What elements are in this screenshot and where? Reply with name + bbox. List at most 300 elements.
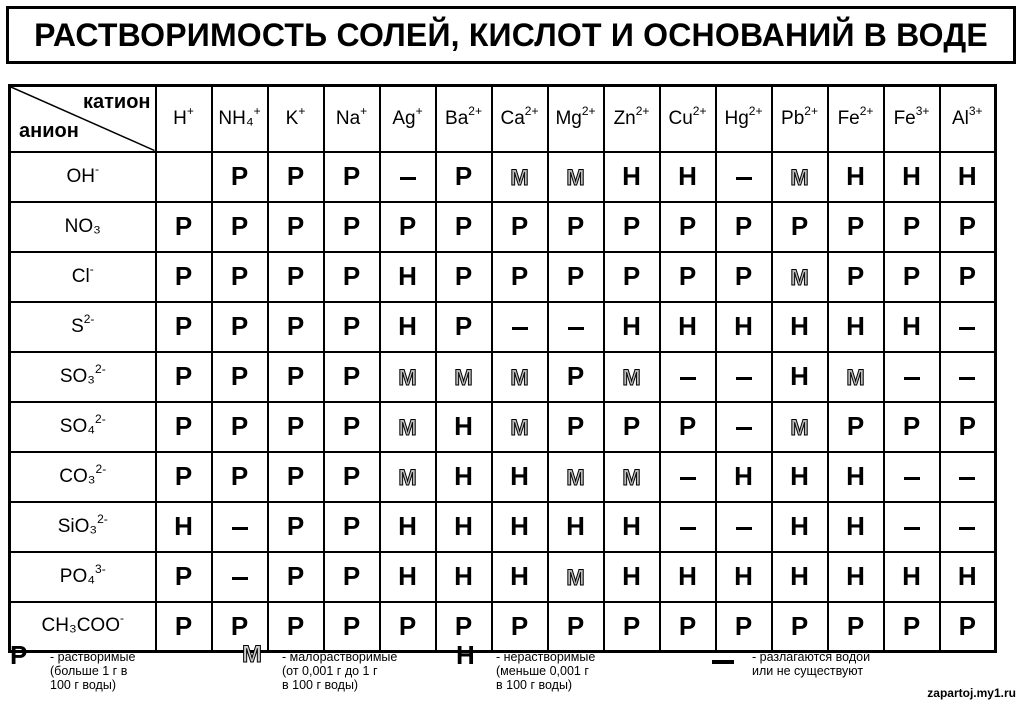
soluble-mark: Р	[454, 161, 473, 191]
solubility-cell	[212, 552, 268, 602]
insoluble-mark: Н	[678, 561, 697, 591]
soluble-mark: Р	[342, 411, 361, 441]
solubility-cell	[828, 552, 884, 602]
solubility-cell	[492, 152, 548, 202]
solubility-cell	[772, 352, 828, 402]
soluble-mark: Р	[342, 561, 361, 591]
table-row	[10, 402, 996, 452]
table-row	[10, 302, 996, 352]
anion-header	[10, 602, 156, 652]
cation-header	[548, 86, 604, 152]
soluble-mark: Р	[286, 161, 305, 191]
insoluble-mark: Н	[957, 161, 977, 191]
solubility-cell	[604, 602, 660, 652]
solubility-cell	[604, 152, 660, 202]
solubility-cell	[604, 352, 660, 402]
solubility-cell	[268, 602, 324, 652]
solubility-cell	[492, 202, 548, 252]
decomposes-mark	[959, 327, 975, 330]
insoluble-mark: Н	[398, 261, 417, 291]
soluble-mark: Р	[342, 261, 361, 291]
solubility-cell	[772, 202, 828, 252]
soluble-mark: Р	[398, 211, 417, 241]
soluble-mark: Р	[846, 411, 865, 441]
anion-symbol: SO₄	[59, 415, 96, 437]
insoluble-mark: Н	[622, 511, 641, 541]
soluble-mark: Р	[230, 311, 249, 341]
cation-charge: +	[298, 103, 306, 118]
cation-header	[380, 86, 436, 152]
cation-symbol: Ca	[500, 107, 525, 129]
solubility-cell	[828, 152, 884, 202]
slightly-soluble-mark: М	[398, 415, 417, 440]
anion-charge: -	[95, 161, 99, 176]
legend-symbol-insoluble: Н	[456, 640, 475, 670]
soluble-mark: Р	[958, 261, 976, 291]
solubility-cell	[492, 402, 548, 452]
solubility-cell	[324, 552, 380, 602]
soluble-mark: Р	[342, 311, 361, 341]
soluble-mark: Р	[286, 610, 305, 641]
solubility-table	[8, 84, 997, 653]
soluble-mark: Р	[286, 461, 305, 491]
solubility-cell	[716, 202, 772, 252]
anion-charge: 2-	[95, 411, 106, 426]
solubility-cell	[940, 252, 996, 302]
anion-symbol: S	[71, 315, 84, 337]
solubility-cell	[380, 352, 436, 402]
solubility-cell	[604, 402, 660, 452]
solubility-cell	[828, 602, 884, 652]
decomposes-mark	[959, 377, 975, 380]
slightly-soluble-mark: М	[566, 165, 585, 190]
soluble-mark: Р	[454, 211, 473, 241]
anion-charge: -	[119, 611, 124, 626]
soluble-mark: Р	[622, 261, 641, 291]
soluble-mark: Р	[566, 361, 585, 391]
cation-symbol: Na	[335, 107, 361, 129]
solubility-cell	[492, 452, 548, 502]
soluble-mark: Р	[566, 211, 585, 241]
solubility-cell	[604, 302, 660, 352]
anion-header	[10, 252, 156, 302]
solubility-cell	[716, 402, 772, 452]
solubility-cell	[324, 402, 380, 452]
soluble-mark: Р	[342, 211, 361, 241]
solubility-cell	[604, 202, 660, 252]
soluble-mark: Р	[678, 610, 697, 641]
soluble-mark: Р	[734, 261, 753, 291]
cation-symbol: NH₄	[218, 107, 254, 129]
solubility-cell	[492, 302, 548, 352]
solubility-cell	[548, 202, 604, 252]
solubility-cell	[940, 602, 996, 652]
anion-header	[10, 552, 156, 602]
insoluble-mark: Н	[902, 311, 921, 341]
solubility-cell	[716, 552, 772, 602]
decomposes-mark	[736, 427, 752, 430]
solubility-cell	[156, 452, 212, 502]
solubility-cell	[268, 552, 324, 602]
decomposes-mark	[904, 477, 920, 480]
soluble-mark: Р	[230, 461, 249, 491]
cation-charge: +	[415, 103, 423, 118]
solubility-cell	[772, 552, 828, 602]
insoluble-mark: Н	[510, 461, 529, 491]
solubility-cell	[380, 252, 436, 302]
insoluble-mark: Н	[510, 511, 529, 541]
anion-charge: 2-	[83, 311, 95, 326]
slightly-soluble-mark: М	[510, 165, 529, 190]
cation-header	[660, 86, 716, 152]
solubility-cell	[660, 602, 716, 652]
solubility-cell	[212, 202, 268, 252]
cation-header	[716, 86, 772, 152]
insoluble-mark: Н	[398, 311, 417, 341]
soluble-mark: Р	[174, 261, 193, 291]
soluble-mark: Р	[286, 561, 305, 591]
solubility-cell	[492, 502, 548, 552]
solubility-cell	[940, 502, 996, 552]
anion-symbol: SO₃	[59, 365, 96, 387]
soluble-mark: Р	[902, 211, 921, 241]
insoluble-mark: Н	[846, 161, 865, 191]
solubility-cell	[940, 552, 996, 602]
solubility-cell	[548, 552, 604, 602]
insoluble-mark: Н	[902, 161, 921, 191]
insoluble-mark: Н	[566, 511, 585, 541]
solubility-cell	[884, 302, 940, 352]
cation-charge: 2+	[524, 103, 539, 118]
solubility-cell	[380, 402, 436, 452]
slightly-soluble-mark: М	[790, 415, 809, 440]
solubility-cell	[492, 552, 548, 602]
solubility-cell	[828, 252, 884, 302]
decomposes-mark	[680, 527, 696, 530]
anion-header	[10, 452, 156, 502]
soluble-mark: Р	[510, 610, 529, 641]
slightly-soluble-mark: М	[398, 365, 417, 390]
soluble-mark: Р	[902, 261, 921, 291]
decomposes-mark	[568, 327, 584, 330]
solubility-cell	[884, 252, 940, 302]
cation-header	[772, 86, 828, 152]
soluble-mark: Р	[790, 610, 809, 641]
solubility-cell	[156, 602, 212, 652]
cation-symbol: Ag	[392, 107, 416, 129]
anion-charge: 2-	[95, 461, 107, 476]
solubility-cell	[884, 552, 940, 602]
slightly-soluble-mark: М	[622, 465, 641, 490]
solubility-cell	[940, 202, 996, 252]
solubility-cell	[492, 602, 548, 652]
insoluble-mark: Н	[790, 311, 809, 341]
solubility-cell	[884, 602, 940, 652]
insoluble-mark: Н	[846, 511, 865, 541]
solubility-cell	[716, 352, 772, 402]
cation-label: катион	[82, 91, 151, 113]
legend-symbol-slightly-soluble: М	[242, 641, 262, 668]
solubility-cell	[604, 552, 660, 602]
solubility-cell	[492, 352, 548, 402]
soluble-mark: Р	[846, 211, 865, 241]
cation-header	[884, 86, 940, 152]
slightly-soluble-mark: М	[790, 265, 809, 290]
solubility-cell	[324, 502, 380, 552]
decomposes-mark	[959, 477, 975, 480]
decomposes-mark	[959, 527, 975, 530]
solubility-cell	[212, 402, 268, 452]
slightly-soluble-mark: М	[566, 465, 585, 490]
insoluble-mark: Н	[622, 161, 641, 191]
solubility-cell	[212, 452, 268, 502]
soluble-mark: Р	[566, 411, 585, 441]
soluble-mark: Р	[734, 211, 753, 241]
solubility-cell	[772, 402, 828, 452]
soluble-mark: Р	[510, 261, 529, 291]
solubility-cell	[772, 152, 828, 202]
solubility-cell	[268, 352, 324, 402]
soluble-mark: Р	[622, 211, 641, 241]
solubility-cell	[884, 402, 940, 452]
soluble-mark: Р	[342, 361, 361, 391]
solubility-cell	[548, 502, 604, 552]
solubility-cell	[324, 202, 380, 252]
solubility-cell	[940, 402, 996, 452]
solubility-cell	[212, 352, 268, 402]
soluble-mark: Р	[958, 411, 976, 441]
solubility-cell	[660, 352, 716, 402]
table-row	[10, 352, 996, 402]
cation-charge: 2+	[804, 103, 818, 118]
solubility-cell	[716, 502, 772, 552]
decomposes-mark	[736, 377, 752, 380]
solubility-cell	[884, 452, 940, 502]
soluble-mark: Р	[230, 161, 249, 191]
insoluble-mark: Н	[957, 561, 977, 591]
legend-text-decomposes: - разлагаются водой или не существуют	[752, 650, 871, 678]
solubility-cell	[884, 202, 940, 252]
anion-symbol: CH₃COO	[41, 615, 120, 637]
solubility-cell	[940, 452, 996, 502]
solubility-cell	[436, 552, 492, 602]
anion-label: анион	[19, 119, 79, 142]
solubility-cell	[828, 502, 884, 552]
anion-symbol: CO₃	[59, 465, 96, 487]
solubility-cell	[772, 452, 828, 502]
insoluble-mark: Н	[846, 311, 865, 341]
soluble-mark: Р	[174, 561, 193, 591]
cation-header	[324, 86, 380, 152]
solubility-cell	[324, 452, 380, 502]
soluble-mark: Р	[286, 211, 305, 241]
solubility-cell	[716, 452, 772, 502]
soluble-mark: Р	[846, 610, 865, 641]
solubility-cell	[436, 302, 492, 352]
anion-header	[10, 302, 156, 352]
solubility-cell	[828, 302, 884, 352]
solubility-cell	[436, 452, 492, 502]
anion-charge: 2-	[97, 511, 108, 526]
cation-charge: 3+	[968, 103, 983, 118]
soluble-mark: Р	[510, 211, 529, 241]
anion-charge: -	[89, 261, 94, 276]
solubility-cell	[324, 252, 380, 302]
corner-cell	[10, 86, 156, 152]
solubility-cell	[660, 152, 716, 202]
cation-symbol: Cu	[668, 107, 693, 129]
decomposes-mark	[736, 177, 752, 180]
slightly-soluble-mark: М	[398, 465, 417, 490]
anion-header	[10, 152, 156, 202]
soluble-mark: Р	[566, 610, 585, 641]
solubility-cell	[884, 352, 940, 402]
solubility-cell	[436, 202, 492, 252]
solubility-cell	[940, 302, 996, 352]
solubility-cell	[940, 152, 996, 202]
solubility-cell	[324, 152, 380, 202]
soluble-mark: Р	[902, 411, 921, 441]
table-row	[10, 602, 996, 652]
anion-header	[10, 202, 156, 252]
decomposes-mark	[680, 377, 696, 380]
insoluble-mark: Н	[902, 561, 921, 591]
decomposes-mark	[232, 527, 248, 530]
insoluble-mark: Н	[846, 561, 865, 591]
cation-header	[436, 86, 492, 152]
solubility-cell	[212, 302, 268, 352]
solubility-cell	[548, 302, 604, 352]
insoluble-mark: Н	[454, 561, 473, 591]
decomposes-mark	[680, 477, 696, 480]
cation-symbol: K	[285, 107, 299, 129]
slightly-soluble-mark: М	[566, 565, 585, 590]
solubility-cell	[212, 502, 268, 552]
cation-symbol: Fe	[837, 107, 860, 129]
soluble-mark: Р	[734, 610, 753, 641]
solubility-cell	[380, 202, 436, 252]
legend-text-slightly-soluble: - малорастворимые (от 0,001 г до 1 г в 100 г воды)	[282, 650, 398, 692]
slightly-soluble-mark: М	[790, 165, 809, 190]
solubility-cell	[212, 152, 268, 202]
solubility-cell	[436, 502, 492, 552]
soluble-mark: Р	[958, 610, 976, 641]
soluble-mark: Р	[230, 411, 249, 441]
soluble-mark: Р	[174, 610, 193, 641]
decomposes-mark	[512, 327, 528, 330]
soluble-mark: Р	[678, 261, 697, 291]
insoluble-mark: Н	[734, 311, 753, 341]
solubility-cell	[268, 202, 324, 252]
cation-header	[212, 86, 268, 152]
solubility-cell	[156, 202, 212, 252]
solubility-cell	[548, 402, 604, 452]
cation-charge: +	[253, 103, 261, 118]
soluble-mark: Р	[230, 211, 249, 241]
solubility-cell	[548, 252, 604, 302]
solubility-cell	[828, 202, 884, 252]
solubility-cell	[268, 152, 324, 202]
solubility-cell	[324, 602, 380, 652]
anion-header	[10, 402, 156, 452]
solubility-cell	[156, 252, 212, 302]
cation-symbol: Mg	[555, 107, 582, 129]
insoluble-mark: Н	[678, 161, 697, 191]
table-row	[10, 252, 996, 302]
legend-text-soluble: - растворимые (больше 1 г в 100 г воды)	[50, 650, 136, 692]
soluble-mark: Р	[342, 511, 361, 541]
soluble-mark: Р	[342, 461, 361, 491]
cation-charge: 2+	[581, 103, 596, 118]
solubility-cell	[548, 452, 604, 502]
solubility-cell	[268, 252, 324, 302]
soluble-mark: Р	[342, 161, 361, 191]
anion-symbol: OH	[66, 165, 95, 187]
insoluble-mark: Н	[174, 511, 193, 541]
solubility-cell	[324, 302, 380, 352]
insoluble-mark: Н	[510, 561, 529, 591]
solubility-cell	[660, 452, 716, 502]
decomposes-mark	[232, 577, 248, 580]
solubility-cell	[604, 252, 660, 302]
anion-charge: 3-	[95, 561, 106, 576]
cation-symbol: Zn	[613, 107, 636, 129]
solubility-cell	[436, 352, 492, 402]
solubility-cell	[548, 602, 604, 652]
soluble-mark: Р	[902, 610, 921, 641]
cation-symbol: H	[173, 107, 187, 129]
soluble-mark: Р	[174, 411, 193, 441]
solubility-cell	[268, 402, 324, 452]
soluble-mark: Р	[342, 610, 361, 641]
solubility-cell	[156, 502, 212, 552]
solubility-cell	[716, 152, 772, 202]
legend-symbol-decomposes	[712, 660, 734, 664]
insoluble-mark: Н	[622, 561, 641, 591]
anion-symbol: PO₄	[59, 565, 96, 587]
solubility-cell	[212, 252, 268, 302]
slightly-soluble-mark: М	[510, 365, 529, 390]
solubility-cell	[380, 152, 436, 202]
slightly-soluble-mark: М	[454, 365, 473, 390]
soluble-mark: Р	[790, 211, 809, 241]
soluble-mark: Р	[958, 211, 976, 241]
decomposes-mark	[904, 377, 920, 380]
solubility-cell	[436, 152, 492, 202]
table-row	[10, 202, 996, 252]
solubility-cell	[156, 302, 212, 352]
anion-header	[10, 352, 156, 402]
solubility-cell	[156, 152, 212, 202]
solubility-cell	[268, 452, 324, 502]
anion-symbol: Cl	[71, 265, 90, 287]
solubility-cell	[436, 252, 492, 302]
soluble-mark: Р	[174, 461, 193, 491]
insoluble-mark: Н	[622, 311, 641, 341]
insoluble-mark: Н	[454, 461, 473, 491]
insoluble-mark: Н	[398, 561, 417, 591]
solubility-cell	[884, 502, 940, 552]
anion-symbol: SiO₃	[57, 515, 98, 537]
solubility-cell	[660, 402, 716, 452]
table-row	[10, 502, 996, 552]
solubility-cell	[380, 552, 436, 602]
cation-header	[940, 86, 996, 152]
insoluble-mark: Н	[846, 461, 865, 491]
slightly-soluble-mark: М	[846, 365, 865, 390]
insoluble-mark: Н	[734, 461, 753, 491]
soluble-mark: Р	[622, 411, 641, 441]
